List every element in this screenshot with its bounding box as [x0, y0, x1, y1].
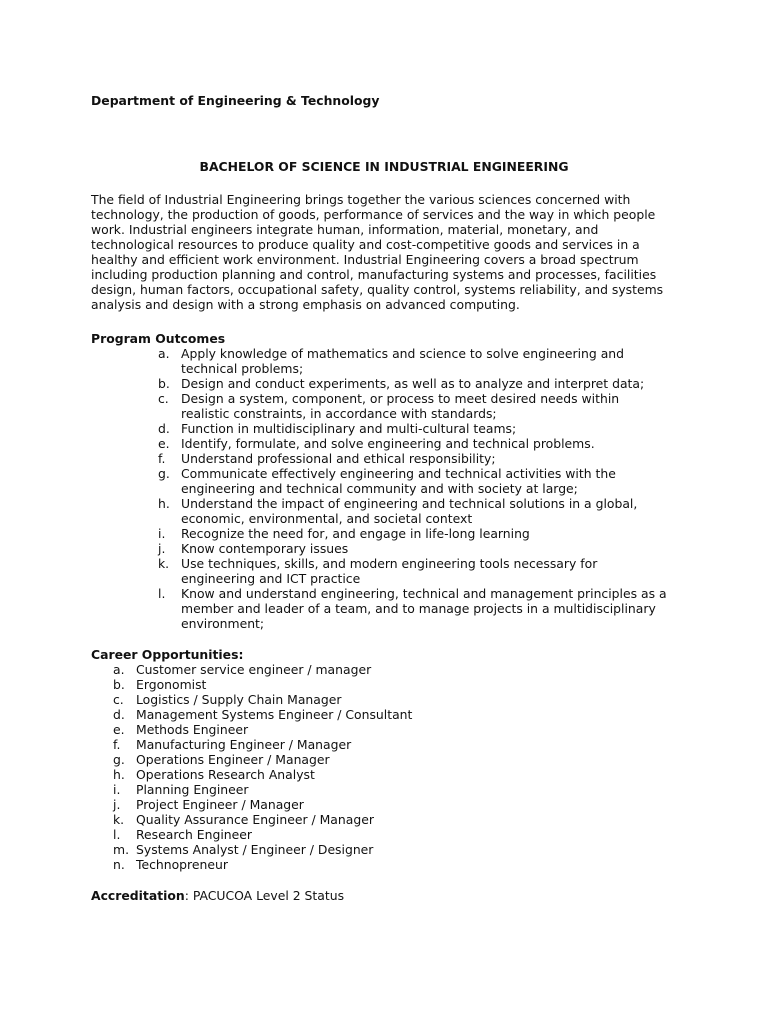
- accreditation-value: PACUCOA Level 2 Status: [192, 888, 345, 903]
- list-marker: i.: [158, 526, 166, 541]
- list-marker: l.: [113, 827, 121, 842]
- career-item: [0, 782, 536, 797]
- intro-line: analysis and design with a strong emphasis on advanced computing.: [91, 297, 520, 312]
- list-marker: f.: [158, 451, 166, 466]
- list-marker: j.: [113, 797, 121, 812]
- program-outcome-item: [0, 436, 681, 451]
- program-outcome-item: [0, 586, 681, 631]
- list-item-line: environment;: [181, 616, 265, 631]
- list-item-line: Apply knowledge of mathematics and science to solve engineering and: [181, 346, 625, 361]
- list-item-line: technical problems;: [181, 361, 304, 376]
- intro-line: including production planning and control, manufacturing systems and processes, facilities: [91, 267, 657, 282]
- career-item: [0, 842, 536, 857]
- document-title: BACHELOR OF SCIENCE IN INDUSTRIAL ENGINEERING: [199, 159, 569, 174]
- list-item-line: Design a system, component, or process to meet desired needs within: [181, 391, 620, 406]
- program-outcomes-list: [0, 346, 681, 631]
- intro-line: healthy and efficient work environment. Industrial Engineering covers a broad spectrum: [91, 252, 639, 267]
- list-item-line: Recognize the need for, and engage in life-long learning: [181, 526, 530, 541]
- intro-line: The field of Industrial Engineering brings together the various sciences concerned with: [91, 192, 631, 207]
- department-name: Department of Engineering & Technology: [91, 93, 380, 108]
- list-item-line: Function in multidisciplinary and multi-cultural teams;: [181, 421, 517, 436]
- career-item-text: Quality Assurance Engineer / Manager: [136, 812, 374, 827]
- career-item: [0, 662, 536, 677]
- list-marker: a.: [158, 346, 170, 361]
- list-item-line: engineering and technical community and with society at large;: [181, 481, 578, 496]
- list-item-line: Understand professional and ethical responsibility;: [181, 451, 496, 466]
- career-item-text: Project Engineer / Manager: [136, 797, 304, 812]
- career-item-text: Systems Analyst / Engineer / Designer: [136, 842, 374, 857]
- accreditation-line: [91, 888, 344, 903]
- list-marker: g.: [113, 752, 125, 767]
- career-item: [0, 722, 536, 737]
- list-item-line: Understand the impact of engineering and technical solutions in a global,: [181, 496, 638, 511]
- list-marker: c.: [158, 391, 169, 406]
- intro-line: technology, the production of goods, performance of services and the way in which people: [91, 207, 656, 222]
- list-marker: f.: [113, 737, 121, 752]
- intro-line: technological resources to produce quality and cost-competitive goods and services in a: [91, 237, 640, 252]
- intro-line: design, human factors, occupational safety, quality control, systems reliability, and systems: [91, 282, 664, 297]
- list-item-line: engineering and ICT practice: [181, 571, 361, 586]
- accreditation-label: Accreditation: [91, 888, 185, 903]
- list-item-line: economic, environmental, and societal context: [181, 511, 473, 526]
- list-marker: k.: [158, 556, 170, 571]
- program-outcome-item: [0, 541, 681, 556]
- career-item: [0, 857, 536, 872]
- intro-line: work. Industrial engineers integrate human, information, material, monetary, and: [91, 222, 599, 237]
- list-item-line: member and leader of a team, and to manage projects in a multidisciplinary: [181, 601, 656, 616]
- career-item-text: Research Engineer: [136, 827, 252, 842]
- program-outcome-item: [0, 346, 681, 376]
- list-item-line: Use techniques, skills, and modern engineering tools necessary for: [181, 556, 598, 571]
- list-marker: d.: [113, 707, 125, 722]
- list-item-line: Know contemporary issues: [181, 541, 349, 556]
- career-item: [0, 827, 536, 842]
- program-outcome-item: [0, 496, 681, 526]
- career-item: [0, 767, 536, 782]
- career-item-text: Management Systems Engineer / Consultant: [136, 707, 413, 722]
- program-outcome-item: [0, 421, 681, 436]
- list-marker: b.: [158, 376, 170, 391]
- career-item: [0, 797, 536, 812]
- career-opportunities-list: [0, 662, 536, 872]
- list-marker: j.: [158, 541, 166, 556]
- list-item-line: Identify, formulate, and solve engineering and technical problems.: [181, 436, 595, 451]
- list-marker: k.: [113, 812, 125, 827]
- list-marker: d.: [158, 421, 170, 436]
- list-item-line: Know and understand engineering, technical and management principles as a: [181, 586, 667, 601]
- program-outcome-item: [0, 526, 681, 541]
- career-item-text: Customer service engineer / manager: [136, 662, 372, 677]
- list-marker: i.: [113, 782, 121, 797]
- accreditation-separator: :: [184, 888, 193, 903]
- intro-paragraph: [91, 192, 676, 312]
- list-marker: h.: [158, 496, 170, 511]
- list-marker: n.: [113, 857, 125, 872]
- list-marker: h.: [113, 767, 125, 782]
- list-item-line: realistic constraints, in accordance with standards;: [181, 406, 497, 421]
- career-item-text: Planning Engineer: [136, 782, 249, 797]
- career-item: [0, 737, 536, 752]
- program-outcome-item: [0, 391, 681, 421]
- career-item: [0, 692, 536, 707]
- career-item-text: Logistics / Supply Chain Manager: [136, 692, 342, 707]
- list-marker: e.: [158, 436, 170, 451]
- list-item-line: Design and conduct experiments, as well as to analyze and interpret data;: [181, 376, 645, 391]
- career-item-text: Ergonomist: [136, 677, 207, 692]
- program-outcomes-heading: Program Outcomes: [91, 331, 226, 346]
- program-outcome-item: [0, 376, 681, 391]
- career-item-text: Manufacturing Engineer / Manager: [136, 737, 352, 752]
- career-item: [0, 812, 536, 827]
- list-marker: l.: [158, 586, 166, 601]
- program-outcome-item: [0, 451, 681, 466]
- career-item-text: Methods Engineer: [136, 722, 249, 737]
- list-marker: a.: [113, 662, 125, 677]
- career-opportunities-heading: Career Opportunities:: [91, 647, 244, 662]
- program-outcome-item: [0, 466, 681, 496]
- career-item-text: Operations Research Analyst: [136, 767, 315, 782]
- list-marker: m.: [113, 842, 130, 857]
- list-item-line: Communicate effectively engineering and technical activities with the: [181, 466, 616, 481]
- list-marker: b.: [113, 677, 125, 692]
- career-item-text: Technopreneur: [136, 857, 228, 872]
- list-marker: c.: [113, 692, 124, 707]
- career-item: [0, 752, 536, 767]
- list-marker: e.: [113, 722, 125, 737]
- career-item: [0, 677, 536, 692]
- career-item-text: Operations Engineer / Manager: [136, 752, 330, 767]
- program-outcome-item: [0, 556, 681, 586]
- career-item: [0, 707, 536, 722]
- list-marker: g.: [158, 466, 170, 481]
